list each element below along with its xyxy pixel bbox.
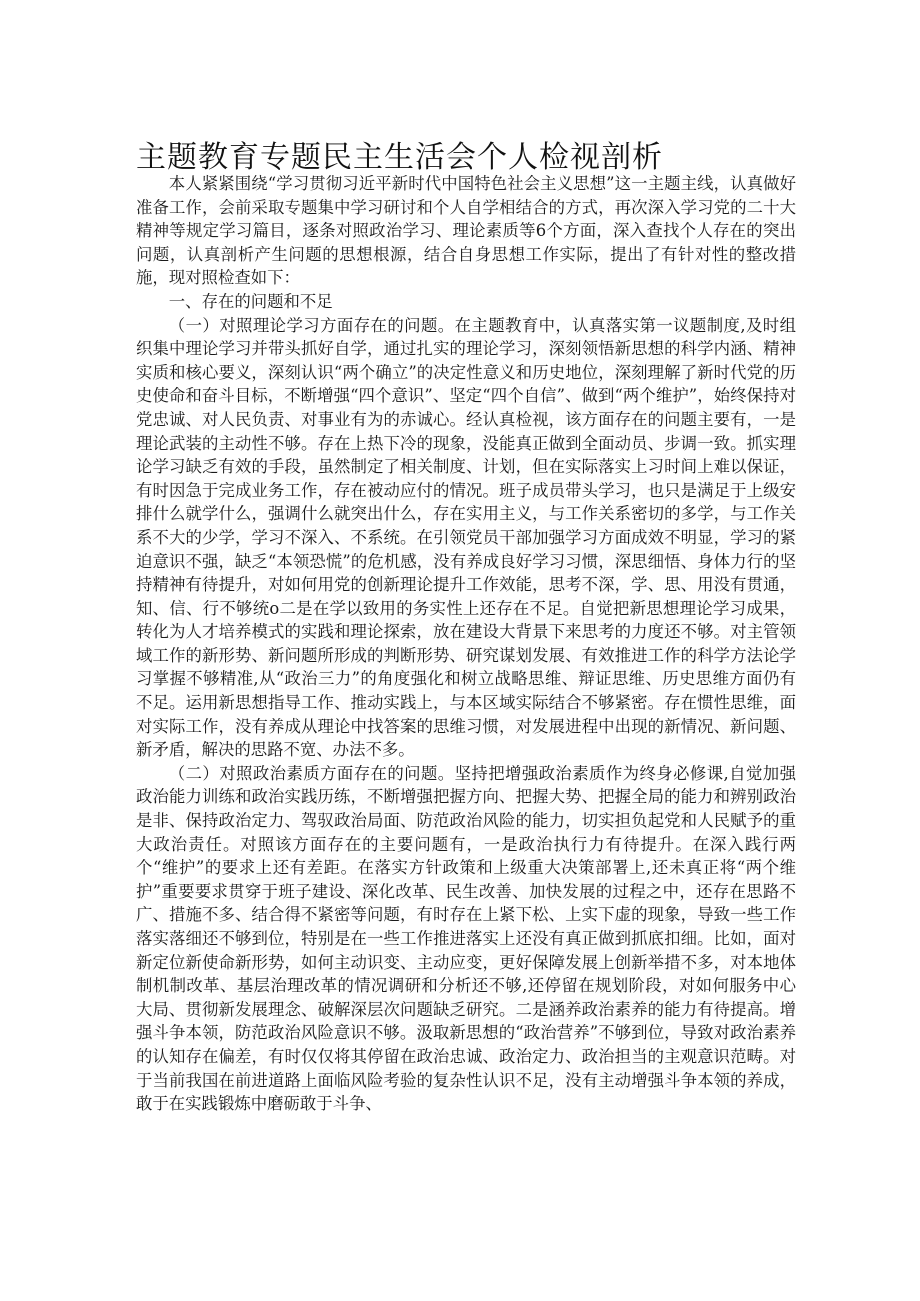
- theory-study-paragraph: （一）对照理论学习方面存在的问题。在主题教育中，认真落实第一议题制度,及时组织集中理论学习并带头抓好自学，通过扎实的理论学习，深刻领悟新思想的科学内涵、精神实质和核心要义，深刻认识“两个确立”的决定性意义和历史地位，深刻理解了新时代党的历史使命和奋斗目标，不断增强“四个意识”、坚定“四个自信”、做到“两个维护”，始终保持对党忠诚、对人民负责、对事业有为的赤诚心。经认真检视，该方面存在的问题主要有，一是理论武装的主动性不够。存在上热下冷的现象，没能真正做到全面动员、步调一致。抓实理论学习缺乏有效的手段，虽然制定了相关制度、计划，但在实际落实上习时间上难以保证，有时因急于完成业务工作，存在被动应付的情况。班子成员带头学习，也只是满足于上级安排什么就学什么，强调什么就突出什么，存在实用主义，与工作关系密切的多学，与工作关系不大的少学，学习不深入、不系统。在引领党员干部加强学习方面成效不明显，学习的紧迫意识不强，缺乏“本领恐慌”的危机感，没有养成良好学习习惯，深思细悟、身体力行的坚持精神有待提升，对如何用党的创新理论提升工作效能，思考不深，学、思、用没有贯通，知、信、行不够统o二是在学以致用的务实性上还存在不足。自觉把新思想理论学习成果，转化为人才培养模式的实践和理论探索，放在建设大背景下来思考的力度还不够。对主管领域工作的新形势、新问题所形成的判断形势、研究谋划发展、有效推进工作的科学方法论学习掌握不够精准,从“政治三力”的角度强化和树立战略思维、辩证思维、历史思维方面仍有不足。运用新思想指导工作、推动实践上，与本区域实际结合不够紧密。存在惯性思维，面对实际工作，没有养成从理论中找答案的思维习惯，对发展进程中出现的新情况、新问题、新矛盾，解决的思路不宽、办法不多。: [136, 315, 796, 760]
- intro-paragraph: 本人紧紧围绕“学习贯彻习近平新时代中国特色社会主义思想”这一主题主线，认真做好准备工作，会前采取专题集中学习研讨和个人自学相结合的方式，再次深入学习党的二十大精神等规定学习篇目，逐条对照政治学习、理论素质等6个方面，深入查找个人存在的突出问题，认真剖析产生问题的思想根源，结合自身思想工作实际，提出了有针对性的整改措施，现对照检查如下：: [136, 174, 796, 288]
- document-body: [136, 172, 796, 1116]
- political-quality-paragraph: （二）对照政治素质方面存在的问题。坚持把增强政治素质作为终身必修课,自觉加强政治能力训练和政治实践历练，不断增强把握方向、把握大势、把握全局的能力和辨别政治是非、保持政治定力、驾驭政治局面、防范政治风险的能力，切实担负起党和人民赋予的重大政治责任。对照该方面存在的主要问题有，一是政治执行力有待提升。在深入践行两个“维护”的要求上还有差距。在落实方针政策和上级重大决策部署上,还未真正将“两个维护”重要要求贯穿于班子建设、深化改革、民生改善、加快发展的过程之中，还存在思路不广、措施不多、结合得不紧密等问题，有时存在上紧下松、上实下虚的现象，导致一些工作落实落细还不够到位，特别是在一些工作推进落实上还没有真正做到抓底扣细。比如，面对新定位新使命新形势，如何主动识变、主动应变，更好保障发展上创新举措不多，对本地体制机制改革、基层治理改革的情况调研和分析还不够,还停留在规划阶段，对如何服务中心大局、贯彻新发展理念、破解深层次问题缺乏研究。二是涵养政治素养的能力有待提高。增强斗争本领，防范政治风险意识不够。汲取新思想的“政治营养”不够到位，导致对政治素养的认知存在偏差，有时仅仅将其停留在政治忠诚、政治定力、政治担当的主观意识范畴。对于当前我国在前进道路上面临风险考验的复杂性认识不足，没有主动增强斗争本领的养成，敢于在实践锻炼中磨砺敢于斗争、: [136, 763, 796, 1114]
- section-heading: 一、存在的问题和不足: [168, 291, 333, 311]
- document-title: 主题教育专题民主生活会个人检视剖析: [136, 140, 663, 175]
